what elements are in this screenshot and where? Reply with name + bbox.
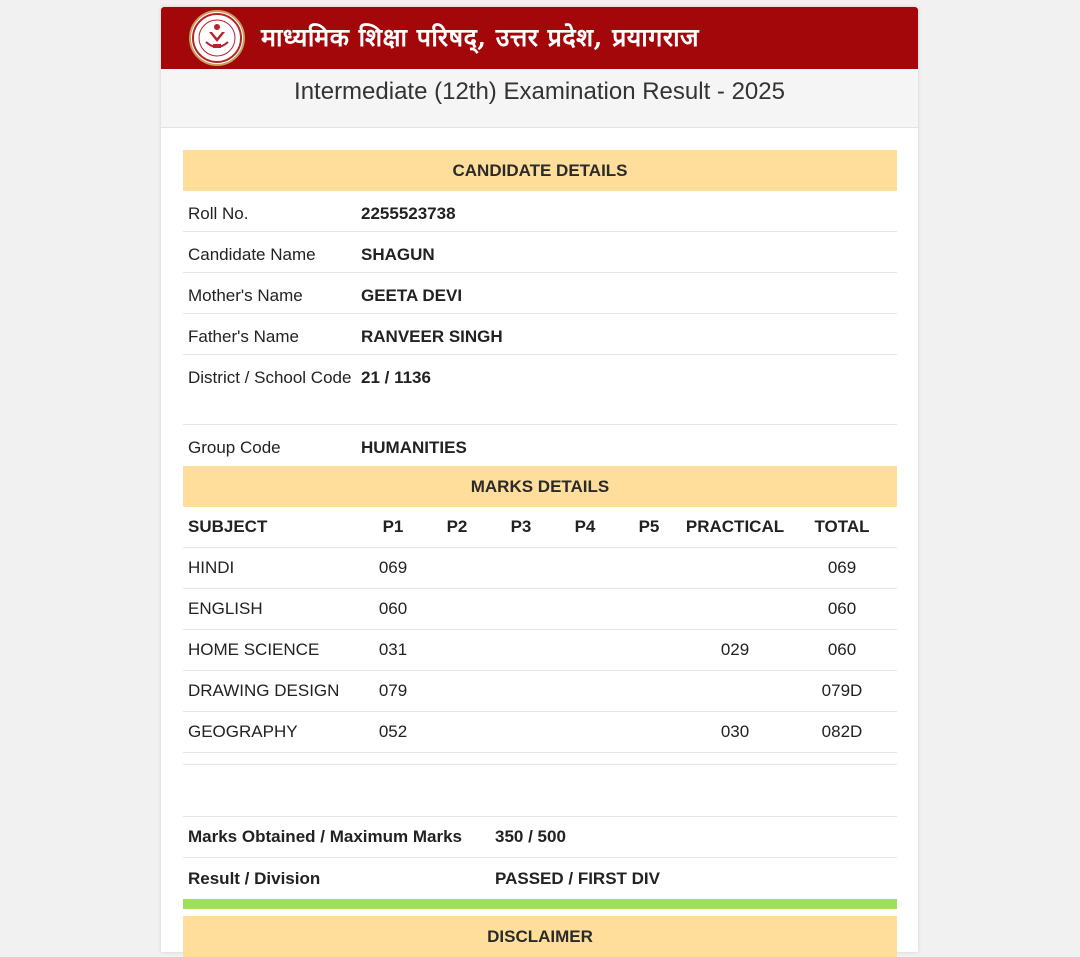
field-label: Group Code [188,438,281,457]
subject-cell: HOME SCIENCE [188,640,320,659]
marks-summary-label: Marks Obtained / Maximum Marks [188,827,462,846]
total-cell: 079D [821,681,863,700]
col-p5: P5 [638,517,660,536]
field-label: District / School Code [188,368,352,387]
field-value: SHAGUN [361,245,435,264]
candidate-row-roll [183,191,897,232]
table-divider [183,765,897,817]
subject-cell: HINDI [188,558,235,577]
col-p1: P1 [382,517,404,536]
table-row [183,671,897,712]
up-emblem-logo-icon [189,10,245,66]
subject-cell: GEOGRAPHY [188,722,298,741]
p1-cell: 031 [378,640,408,659]
p1-cell: 069 [378,558,408,577]
total-cell: 069 [827,558,857,577]
marks-summary-value: 350 / 500 [495,827,566,846]
table-row [183,589,897,630]
field-label: Father's Name [188,327,299,346]
candidate-row-father [183,314,897,355]
candidate-row-mother [183,273,897,314]
col-p2: P2 [446,517,468,536]
subject-cell: DRAWING DESIGN [188,681,340,700]
table-row [183,630,897,671]
col-p3: P3 [510,517,532,536]
field-value: HUMANITIES [361,438,467,457]
subject-cell: ENGLISH [188,599,263,618]
field-label: Roll No. [188,204,249,223]
col-practical: PRACTICAL [685,517,785,536]
result-label: Result / Division [188,868,321,888]
disclaimer-heading: DISCLAIMER [183,916,897,957]
candidate-row-group [183,425,897,466]
total-cell: 060 [827,640,857,659]
field-label: Mother's Name [188,286,303,305]
col-total: TOTAL [814,517,870,536]
header-banner [161,7,918,69]
table-row [183,712,897,753]
p1-cell: 079 [378,681,408,700]
col-subject: SUBJECT [188,517,268,536]
table-row [183,548,897,589]
field-value: RANVEER SINGH [361,327,503,346]
practical-cell: 030 [720,722,750,741]
total-cell: 082D [821,722,863,741]
p1-cell: 060 [378,599,408,618]
result-row [183,858,897,899]
board-title: माध्यमिक शिक्षा परिषद्, उत्तर प्रदेश, प्रयागराज [261,23,700,52]
table-divider [183,753,897,765]
marks-header-row [183,507,897,548]
marks-summary-row [183,817,897,858]
field-label: Candidate Name [188,245,316,264]
candidate-row-district [183,355,897,425]
col-p4: P4 [574,517,596,536]
field-value: 2255523738 [361,204,456,223]
p1-cell: 052 [378,722,408,741]
marks-details-heading: MARKS DETAILS [183,466,897,507]
candidate-details-heading: CANDIDATE DETAILS [183,150,897,191]
result-content [183,150,897,957]
field-value: GEETA DEVI [361,286,463,305]
field-value: 21 / 1136 [361,368,431,387]
practical-cell: 029 [720,640,750,659]
candidate-row-name [183,232,897,273]
total-cell: 060 [827,599,857,618]
result-value: PASSED / FIRST DIV [495,868,660,888]
pass-status-bar [183,899,897,909]
exam-title: Intermediate (12th) Examination Result - 2025 [161,69,918,128]
result-card [161,7,918,952]
